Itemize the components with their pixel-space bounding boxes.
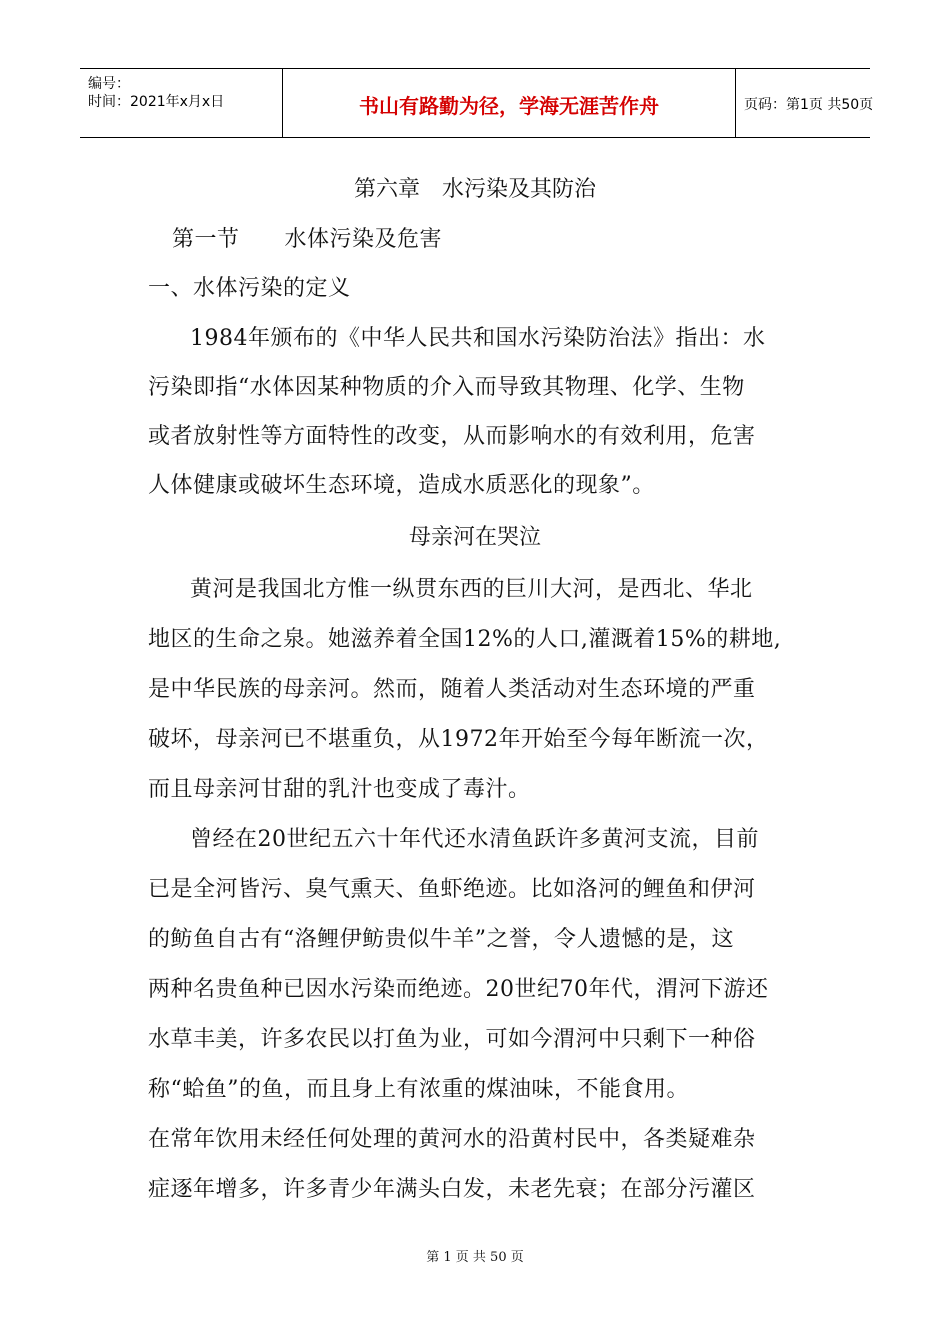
paragraph-line: 已是全河皆污、臭气熏天、鱼虾绝迹。比如洛河的鲤鱼和伊河	[148, 877, 756, 902]
section-title: 第一节 水体污染及危害	[172, 227, 443, 252]
paragraph-line: 黄河是我国北方惟一纵贯东西的巨川大河，是西北、华北	[190, 577, 753, 602]
paragraph-line: 在常年饮用未经任何处理的黄河水的沿黄村民中，各类疑难杂	[148, 1127, 756, 1152]
header-motto-cell	[282, 69, 736, 137]
document-date-label: 时间：2021年x月x日	[88, 94, 225, 110]
subsection-title: 一、水体污染的定义	[148, 276, 351, 301]
definition-line: 污染即指“水体因某种物质的介入而导致其物理、化学、生物	[148, 375, 745, 400]
header-page-info: 页码：第1页 共50页	[744, 97, 874, 113]
paragraph-line: 症逐年增多，许多青少年满头白发，未老先衰；在部分污灌区	[148, 1177, 756, 1202]
page-footer: 第 1 页 共 50 页	[426, 1250, 524, 1265]
chapter-title: 第六章 水污染及其防治	[353, 177, 596, 202]
paragraph-line: 破坏，母亲河已不堪重负，从1972年开始至今每年断流一次，	[148, 727, 769, 752]
definition-line: 或者放射性等方面特性的改变，从而影响水的有效利用，危害	[148, 424, 756, 449]
page-header	[80, 68, 874, 138]
definition-line: 1984年颁布的《中华人民共和国水污染防治法》指出：水	[190, 326, 766, 351]
paragraph-line: 的鲂鱼自古有“洛鲤伊鲂贵似牛羊”之誉，令人遗憾的是，这	[148, 927, 734, 952]
paragraph-line: 而且母亲河甘甜的乳汁也变成了毒汁。	[148, 777, 531, 802]
article-title: 母亲河在哭泣	[408, 525, 541, 550]
document-number-label: 编号：	[88, 76, 130, 92]
paragraph-line: 地区的生命之泉。她滋养着全国12%的人口,灌溉着15%的耕地,	[148, 627, 782, 652]
paragraph-line: 是中华民族的母亲河。然而，随着人类活动对生态环境的严重	[148, 677, 756, 702]
header-motto: 书山有路勤为径，学海无涯苦作舟	[359, 94, 659, 118]
paragraph-line: 曾经在20世纪五六十年代还水清鱼跃许多黄河支流，目前	[190, 827, 759, 852]
definition-line: 人体健康或破坏生态环境，造成水质恶化的现象”。	[148, 473, 655, 498]
header-info-cell	[80, 69, 282, 137]
header-page-cell	[736, 69, 874, 137]
paragraph-line: 两种名贵鱼种已因水污染而绝迹。20世纪70年代，渭河下游还	[148, 977, 769, 1002]
paragraph-line: 称“蛤鱼”的鱼，而且身上有浓重的煤油味，不能食用。	[148, 1077, 689, 1102]
paragraph-line: 水草丰美，许多农民以打鱼为业，可如今渭河中只剩下一种俗	[148, 1027, 756, 1052]
